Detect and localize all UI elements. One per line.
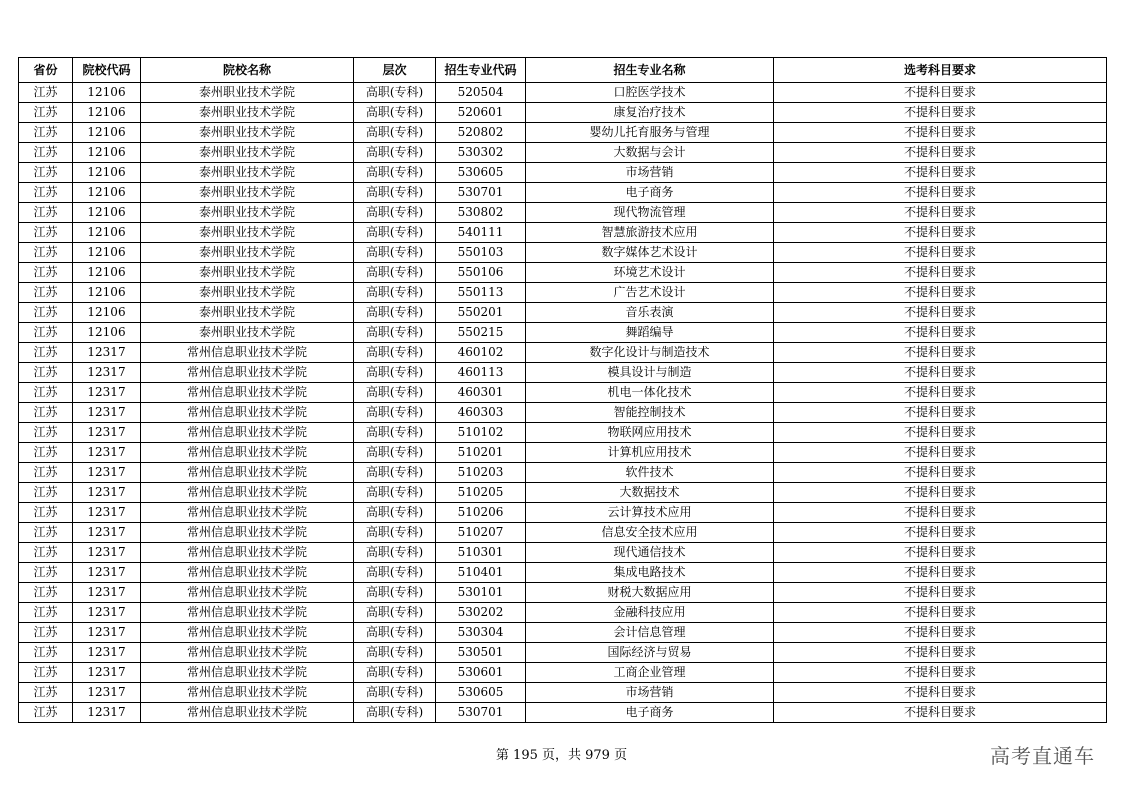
table-cell: 常州信息职业技术学院 bbox=[141, 683, 354, 703]
table-cell: 江苏 bbox=[19, 483, 73, 503]
table-cell: 12317 bbox=[73, 383, 141, 403]
table-cell: 江苏 bbox=[19, 303, 73, 323]
table-cell: 高职(专科) bbox=[354, 663, 436, 683]
table-cell: 540111 bbox=[436, 223, 526, 243]
table-cell: 泰州职业技术学院 bbox=[141, 143, 354, 163]
table-row bbox=[19, 303, 1107, 323]
table-cell: 530701 bbox=[436, 703, 526, 723]
table-cell: 12106 bbox=[73, 83, 141, 103]
table-cell: 江苏 bbox=[19, 703, 73, 723]
table-cell: 530304 bbox=[436, 623, 526, 643]
table-cell: 口腔医学技术 bbox=[526, 83, 774, 103]
table-cell: 高职(专科) bbox=[354, 323, 436, 343]
table-cell: 520601 bbox=[436, 103, 526, 123]
table-cell: 12317 bbox=[73, 343, 141, 363]
table-cell: 高职(专科) bbox=[354, 603, 436, 623]
table-cell: 工商企业管理 bbox=[526, 663, 774, 683]
table-cell: 12317 bbox=[73, 463, 141, 483]
table-cell: 530802 bbox=[436, 203, 526, 223]
table-cell: 12106 bbox=[73, 203, 141, 223]
table-cell: 12317 bbox=[73, 603, 141, 623]
table-cell: 江苏 bbox=[19, 143, 73, 163]
table-cell: 泰州职业技术学院 bbox=[141, 223, 354, 243]
table-cell: 不提科目要求 bbox=[774, 683, 1107, 703]
table-cell: 江苏 bbox=[19, 203, 73, 223]
table-cell: 高职(专科) bbox=[354, 463, 436, 483]
table-cell: 常州信息职业技术学院 bbox=[141, 523, 354, 543]
table-row bbox=[19, 523, 1107, 543]
table-cell: 12317 bbox=[73, 483, 141, 503]
table-cell: 常州信息职业技术学院 bbox=[141, 443, 354, 463]
table-cell: 不提科目要求 bbox=[774, 583, 1107, 603]
table-cell: 常州信息职业技术学院 bbox=[141, 563, 354, 583]
table-cell: 12317 bbox=[73, 583, 141, 603]
table-cell: 12106 bbox=[73, 243, 141, 263]
table-row bbox=[19, 163, 1107, 183]
table-cell: 550106 bbox=[436, 263, 526, 283]
table-cell: 不提科目要求 bbox=[774, 503, 1107, 523]
table-cell: 高职(专科) bbox=[354, 403, 436, 423]
table-cell: 江苏 bbox=[19, 383, 73, 403]
table-cell: 高职(专科) bbox=[354, 703, 436, 723]
table-cell: 不提科目要求 bbox=[774, 223, 1107, 243]
table-cell: 12317 bbox=[73, 423, 141, 443]
table-cell: 泰州职业技术学院 bbox=[141, 323, 354, 343]
table-cell: 不提科目要求 bbox=[774, 623, 1107, 643]
table-cell: 高职(专科) bbox=[354, 203, 436, 223]
table-cell: 530605 bbox=[436, 683, 526, 703]
table-cell: 高职(专科) bbox=[354, 383, 436, 403]
table-cell: 泰州职业技术学院 bbox=[141, 103, 354, 123]
table-cell: 高职(专科) bbox=[354, 243, 436, 263]
table-cell: 12317 bbox=[73, 363, 141, 383]
table-cell: 大数据与会计 bbox=[526, 143, 774, 163]
table-cell: 常州信息职业技术学院 bbox=[141, 603, 354, 623]
table-cell: 不提科目要求 bbox=[774, 283, 1107, 303]
table-cell: 高职(专科) bbox=[354, 523, 436, 543]
table-row bbox=[19, 183, 1107, 203]
table-cell: 510401 bbox=[436, 563, 526, 583]
table-row bbox=[19, 663, 1107, 683]
table-cell: 数字媒体艺术设计 bbox=[526, 243, 774, 263]
table-cell: 不提科目要求 bbox=[774, 603, 1107, 623]
table-cell: 12106 bbox=[73, 143, 141, 163]
table-cell: 江苏 bbox=[19, 523, 73, 543]
table-cell: 集成电路技术 bbox=[526, 563, 774, 583]
table-cell: 江苏 bbox=[19, 123, 73, 143]
table-cell: 电子商务 bbox=[526, 183, 774, 203]
table-cell: 常州信息职业技术学院 bbox=[141, 543, 354, 563]
table-cell: 婴幼儿托育服务与管理 bbox=[526, 123, 774, 143]
table-cell: 460113 bbox=[436, 363, 526, 383]
table-cell: 市场营销 bbox=[526, 163, 774, 183]
table-cell: 泰州职业技术学院 bbox=[141, 163, 354, 183]
table-cell: 不提科目要求 bbox=[774, 423, 1107, 443]
table-cell: 高职(专科) bbox=[354, 263, 436, 283]
table-row bbox=[19, 83, 1107, 103]
table-cell: 550103 bbox=[436, 243, 526, 263]
table-row bbox=[19, 363, 1107, 383]
table-cell: 510203 bbox=[436, 463, 526, 483]
table-cell: 不提科目要求 bbox=[774, 383, 1107, 403]
table-header-row bbox=[19, 58, 1107, 83]
table-cell: 现代物流管理 bbox=[526, 203, 774, 223]
table-row bbox=[19, 463, 1107, 483]
table-cell: 江苏 bbox=[19, 263, 73, 283]
table-row bbox=[19, 323, 1107, 343]
table-cell: 不提科目要求 bbox=[774, 323, 1107, 343]
table-cell: 信息安全技术应用 bbox=[526, 523, 774, 543]
table-cell: 泰州职业技术学院 bbox=[141, 243, 354, 263]
table-cell: 泰州职业技术学院 bbox=[141, 283, 354, 303]
table-cell: 460102 bbox=[436, 343, 526, 363]
table-cell: 高职(专科) bbox=[354, 103, 436, 123]
table-cell: 高职(专科) bbox=[354, 363, 436, 383]
table-cell: 江苏 bbox=[19, 623, 73, 643]
table-container bbox=[18, 57, 1106, 723]
column-header: 选考科目要求 bbox=[774, 58, 1107, 83]
table-cell: 不提科目要求 bbox=[774, 83, 1107, 103]
enrollment-table bbox=[18, 57, 1107, 723]
table-cell: 高职(专科) bbox=[354, 503, 436, 523]
table-cell: 高职(专科) bbox=[354, 303, 436, 323]
table-cell: 510102 bbox=[436, 423, 526, 443]
table-cell: 550215 bbox=[436, 323, 526, 343]
table-row bbox=[19, 223, 1107, 243]
table-cell: 12317 bbox=[73, 543, 141, 563]
table-cell: 常州信息职业技术学院 bbox=[141, 623, 354, 643]
column-header: 院校代码 bbox=[73, 58, 141, 83]
table-cell: 泰州职业技术学院 bbox=[141, 83, 354, 103]
column-header: 院校名称 bbox=[141, 58, 354, 83]
table-cell: 高职(专科) bbox=[354, 343, 436, 363]
table-cell: 12106 bbox=[73, 283, 141, 303]
table-cell: 泰州职业技术学院 bbox=[141, 263, 354, 283]
table-cell: 高职(专科) bbox=[354, 583, 436, 603]
table-cell: 高职(专科) bbox=[354, 443, 436, 463]
table-cell: 12317 bbox=[73, 523, 141, 543]
table-cell: 530701 bbox=[436, 183, 526, 203]
column-header: 层次 bbox=[354, 58, 436, 83]
table-cell: 不提科目要求 bbox=[774, 563, 1107, 583]
table-cell: 550201 bbox=[436, 303, 526, 323]
table-cell: 高职(专科) bbox=[354, 563, 436, 583]
table-cell: 高职(专科) bbox=[354, 683, 436, 703]
table-cell: 12106 bbox=[73, 183, 141, 203]
table-cell: 江苏 bbox=[19, 403, 73, 423]
table-row bbox=[19, 263, 1107, 283]
table-cell: 常州信息职业技术学院 bbox=[141, 363, 354, 383]
table-cell: 国际经济与贸易 bbox=[526, 643, 774, 663]
table-cell: 不提科目要求 bbox=[774, 343, 1107, 363]
table-cell: 460303 bbox=[436, 403, 526, 423]
table-cell: 江苏 bbox=[19, 183, 73, 203]
table-cell: 软件技术 bbox=[526, 463, 774, 483]
table-cell: 江苏 bbox=[19, 163, 73, 183]
table-cell: 530202 bbox=[436, 603, 526, 623]
table-cell: 不提科目要求 bbox=[774, 303, 1107, 323]
table-cell: 泰州职业技术学院 bbox=[141, 183, 354, 203]
table-cell: 江苏 bbox=[19, 603, 73, 623]
table-row bbox=[19, 583, 1107, 603]
table-cell: 江苏 bbox=[19, 343, 73, 363]
table-cell: 高职(专科) bbox=[354, 83, 436, 103]
table-cell: 物联网应用技术 bbox=[526, 423, 774, 443]
table-cell: 12106 bbox=[73, 223, 141, 243]
table-row bbox=[19, 443, 1107, 463]
table-cell: 不提科目要求 bbox=[774, 103, 1107, 123]
table-cell: 高职(专科) bbox=[354, 543, 436, 563]
table-cell: 高职(专科) bbox=[354, 283, 436, 303]
table-cell: 智慧旅游技术应用 bbox=[526, 223, 774, 243]
table-cell: 高职(专科) bbox=[354, 163, 436, 183]
column-header: 招生专业代码 bbox=[436, 58, 526, 83]
table-cell: 12317 bbox=[73, 683, 141, 703]
table-row bbox=[19, 543, 1107, 563]
table-cell: 金融科技应用 bbox=[526, 603, 774, 623]
table-row bbox=[19, 563, 1107, 583]
table-cell: 常州信息职业技术学院 bbox=[141, 403, 354, 423]
table-cell: 不提科目要求 bbox=[774, 523, 1107, 543]
table-cell: 530501 bbox=[436, 643, 526, 663]
table-row bbox=[19, 123, 1107, 143]
table-cell: 12317 bbox=[73, 623, 141, 643]
table-cell: 泰州职业技术学院 bbox=[141, 123, 354, 143]
table-cell: 江苏 bbox=[19, 543, 73, 563]
table-cell: 510201 bbox=[436, 443, 526, 463]
table-cell: 12317 bbox=[73, 443, 141, 463]
table-cell: 江苏 bbox=[19, 83, 73, 103]
table-cell: 520504 bbox=[436, 83, 526, 103]
table-cell: 环境艺术设计 bbox=[526, 263, 774, 283]
table-cell: 高职(专科) bbox=[354, 143, 436, 163]
table-cell: 不提科目要求 bbox=[774, 483, 1107, 503]
table-cell: 高职(专科) bbox=[354, 223, 436, 243]
table-cell: 大数据技术 bbox=[526, 483, 774, 503]
table-cell: 12317 bbox=[73, 403, 141, 423]
table-row bbox=[19, 643, 1107, 663]
table-cell: 12317 bbox=[73, 643, 141, 663]
table-cell: 常州信息职业技术学院 bbox=[141, 663, 354, 683]
column-header: 招生专业名称 bbox=[526, 58, 774, 83]
table-cell: 云计算技术应用 bbox=[526, 503, 774, 523]
table-row bbox=[19, 623, 1107, 643]
table-cell: 常州信息职业技术学院 bbox=[141, 383, 354, 403]
table-cell: 泰州职业技术学院 bbox=[141, 303, 354, 323]
table-row bbox=[19, 383, 1107, 403]
table-cell: 12317 bbox=[73, 663, 141, 683]
table-cell: 12106 bbox=[73, 103, 141, 123]
table-cell: 不提科目要求 bbox=[774, 123, 1107, 143]
table-cell: 510301 bbox=[436, 543, 526, 563]
table-cell: 江苏 bbox=[19, 583, 73, 603]
table-cell: 510206 bbox=[436, 503, 526, 523]
table-cell: 江苏 bbox=[19, 363, 73, 383]
table-cell: 不提科目要求 bbox=[774, 403, 1107, 423]
table-cell: 高职(专科) bbox=[354, 643, 436, 663]
table-row bbox=[19, 483, 1107, 503]
table-cell: 现代通信技术 bbox=[526, 543, 774, 563]
table-cell: 不提科目要求 bbox=[774, 183, 1107, 203]
table-cell: 530601 bbox=[436, 663, 526, 683]
table-cell: 460301 bbox=[436, 383, 526, 403]
table-cell: 530605 bbox=[436, 163, 526, 183]
table-cell: 江苏 bbox=[19, 323, 73, 343]
table-row bbox=[19, 423, 1107, 443]
table-cell: 不提科目要求 bbox=[774, 163, 1107, 183]
table-cell: 530302 bbox=[436, 143, 526, 163]
table-cell: 广告艺术设计 bbox=[526, 283, 774, 303]
table-cell: 不提科目要求 bbox=[774, 243, 1107, 263]
table-cell: 电子商务 bbox=[526, 703, 774, 723]
table-cell: 江苏 bbox=[19, 283, 73, 303]
table-cell: 510207 bbox=[436, 523, 526, 543]
table-cell: 常州信息职业技术学院 bbox=[141, 483, 354, 503]
table-cell: 12317 bbox=[73, 563, 141, 583]
table-cell: 12317 bbox=[73, 703, 141, 723]
table-cell: 不提科目要求 bbox=[774, 143, 1107, 163]
table-cell: 江苏 bbox=[19, 243, 73, 263]
table-cell: 常州信息职业技术学院 bbox=[141, 643, 354, 663]
table-cell: 不提科目要求 bbox=[774, 463, 1107, 483]
table-cell: 会计信息管理 bbox=[526, 623, 774, 643]
table-cell: 高职(专科) bbox=[354, 423, 436, 443]
table-cell: 510205 bbox=[436, 483, 526, 503]
table-row bbox=[19, 683, 1107, 703]
table-cell: 不提科目要求 bbox=[774, 263, 1107, 283]
table-cell: 不提科目要求 bbox=[774, 663, 1107, 683]
table-cell: 常州信息职业技术学院 bbox=[141, 343, 354, 363]
table-cell: 不提科目要求 bbox=[774, 643, 1107, 663]
table-cell: 不提科目要求 bbox=[774, 703, 1107, 723]
table-cell: 模具设计与制造 bbox=[526, 363, 774, 383]
table-row bbox=[19, 203, 1107, 223]
table-cell: 数字化设计与制造技术 bbox=[526, 343, 774, 363]
table-cell: 12317 bbox=[73, 503, 141, 523]
table-cell: 12106 bbox=[73, 323, 141, 343]
table-cell: 江苏 bbox=[19, 463, 73, 483]
table-cell: 计算机应用技术 bbox=[526, 443, 774, 463]
table-cell: 江苏 bbox=[19, 443, 73, 463]
table-row bbox=[19, 343, 1107, 363]
table-cell: 不提科目要求 bbox=[774, 443, 1107, 463]
table-cell: 江苏 bbox=[19, 103, 73, 123]
table-cell: 530101 bbox=[436, 583, 526, 603]
table-cell: 高职(专科) bbox=[354, 623, 436, 643]
table-cell: 常州信息职业技术学院 bbox=[141, 503, 354, 523]
table-cell: 高职(专科) bbox=[354, 483, 436, 503]
table-row bbox=[19, 403, 1107, 423]
table-cell: 12106 bbox=[73, 163, 141, 183]
table-cell: 常州信息职业技术学院 bbox=[141, 423, 354, 443]
table-cell: 江苏 bbox=[19, 223, 73, 243]
table-cell: 江苏 bbox=[19, 683, 73, 703]
column-header: 省份 bbox=[19, 58, 73, 83]
table-cell: 康复治疗技术 bbox=[526, 103, 774, 123]
table-cell: 550113 bbox=[436, 283, 526, 303]
table-row bbox=[19, 503, 1107, 523]
table-row bbox=[19, 283, 1107, 303]
table-row bbox=[19, 103, 1107, 123]
table-cell: 不提科目要求 bbox=[774, 203, 1107, 223]
table-cell: 常州信息职业技术学院 bbox=[141, 463, 354, 483]
table-cell: 12106 bbox=[73, 123, 141, 143]
table-cell: 江苏 bbox=[19, 503, 73, 523]
table-cell: 江苏 bbox=[19, 663, 73, 683]
table-cell: 520802 bbox=[436, 123, 526, 143]
table-cell: 音乐表演 bbox=[526, 303, 774, 323]
table-cell: 泰州职业技术学院 bbox=[141, 203, 354, 223]
table-cell: 常州信息职业技术学院 bbox=[141, 703, 354, 723]
watermark-text: 高考直通车 bbox=[990, 744, 1095, 768]
table-cell: 机电一体化技术 bbox=[526, 383, 774, 403]
table-cell: 财税大数据应用 bbox=[526, 583, 774, 603]
table-row bbox=[19, 143, 1107, 163]
table-cell: 舞蹈编导 bbox=[526, 323, 774, 343]
table-cell: 12106 bbox=[73, 263, 141, 283]
table-cell: 高职(专科) bbox=[354, 183, 436, 203]
table-row bbox=[19, 243, 1107, 263]
table-cell: 江苏 bbox=[19, 423, 73, 443]
table-cell: 高职(专科) bbox=[354, 123, 436, 143]
table-cell: 江苏 bbox=[19, 563, 73, 583]
table-cell: 12106 bbox=[73, 303, 141, 323]
table-row bbox=[19, 703, 1107, 723]
page-number: 第 195 页，共 979 页 bbox=[495, 748, 628, 763]
table-row bbox=[19, 603, 1107, 623]
table-body bbox=[19, 83, 1107, 723]
table-cell: 智能控制技术 bbox=[526, 403, 774, 423]
table-cell: 常州信息职业技术学院 bbox=[141, 583, 354, 603]
table-cell: 不提科目要求 bbox=[774, 543, 1107, 563]
table-cell: 市场营销 bbox=[526, 683, 774, 703]
table-cell: 不提科目要求 bbox=[774, 363, 1107, 383]
table-cell: 江苏 bbox=[19, 643, 73, 663]
